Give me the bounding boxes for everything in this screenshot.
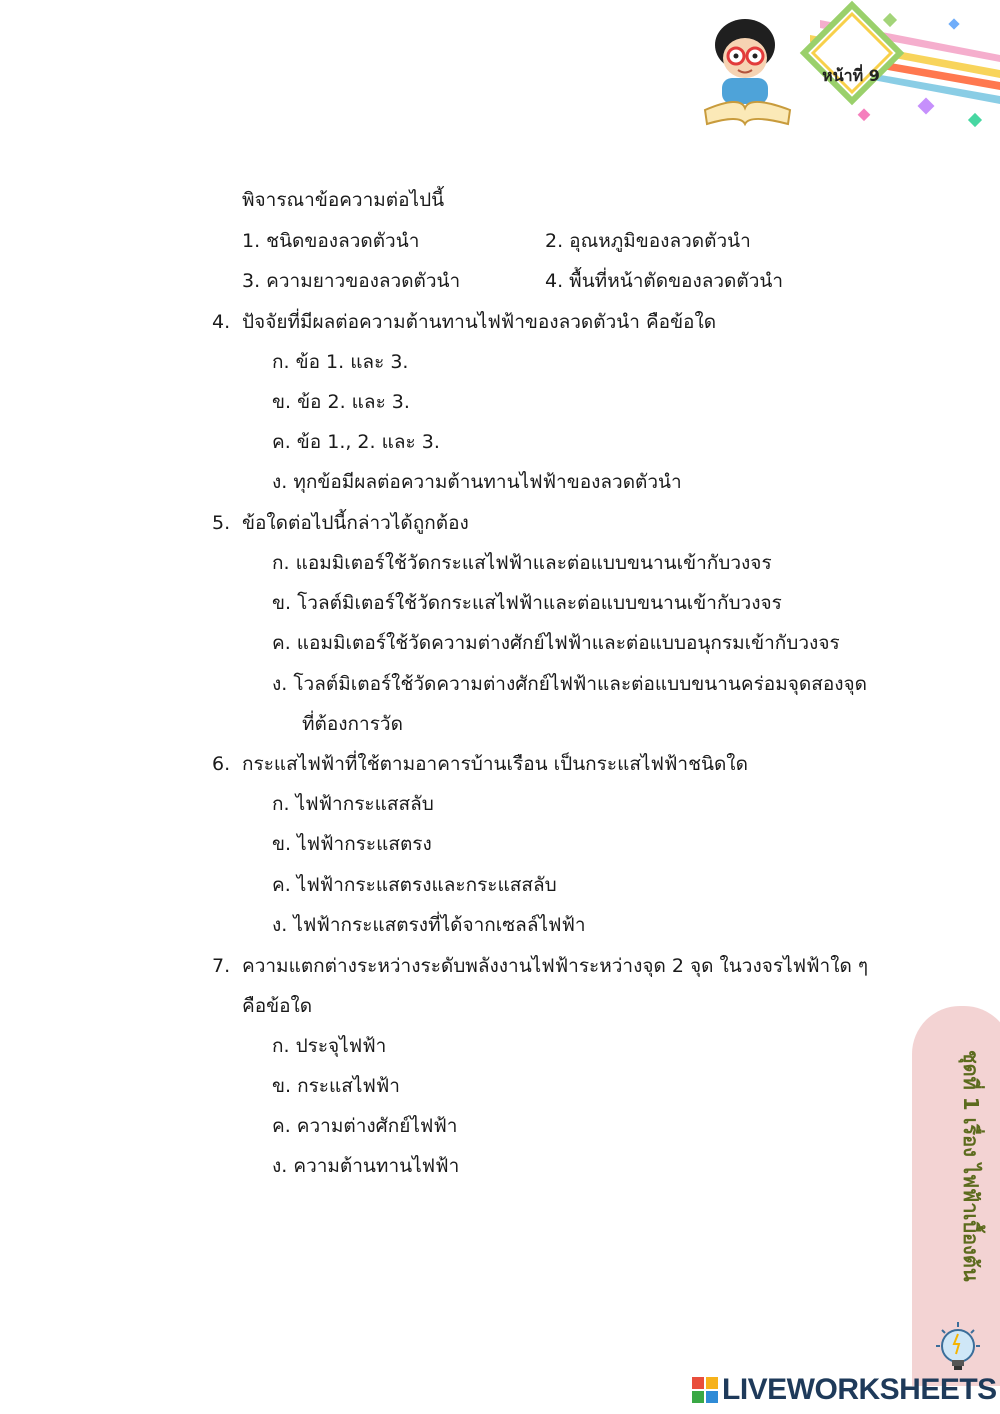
question-7-text-continuation: คือข้อใด: [242, 995, 313, 1017]
question-7-option-b[interactable]: ข. กระแสไฟฟ้า: [272, 1075, 400, 1097]
statement-2: 2. อุณหภูมิของลวดตัวนำ: [545, 230, 751, 252]
question-4-option-c[interactable]: ค. ข้อ 1., 2. และ 3.: [272, 431, 440, 453]
question-6-option-a[interactable]: ก. ไฟฟ้ากระแสสลับ: [272, 793, 434, 815]
question-5-option-d[interactable]: ง. โวลต์มิเตอร์ใช้วัดความต่างศักย์ไฟฟ้าและต่อแบบขนานคร่อมจุดสองจุด: [272, 673, 867, 695]
question-6-number: 6.: [212, 753, 231, 775]
question-4-number: 4.: [212, 311, 231, 333]
question-7-option-a[interactable]: ก. ประจุไฟฟ้า: [272, 1035, 387, 1057]
question-4-text: ปัจจัยที่มีผลต่อความต้านทานไฟฟ้าของลวดตัวนำ คือข้อใด: [242, 311, 717, 333]
question-7-text: ความแตกต่างระหว่างระดับพลังงานไฟฟ้าระหว่างจุด 2 จุด ในวงจรไฟฟ้าใด ๆ: [242, 955, 869, 977]
page-number-label: หน้าที่ 9: [822, 65, 880, 85]
statement-4: 4. พื้นที่หน้าตัดของลวดตัวนำ: [545, 270, 784, 292]
question-7-option-d[interactable]: ง. ความต้านทานไฟฟ้า: [272, 1155, 460, 1177]
question-7-number: 7.: [212, 955, 231, 977]
side-tab-title: ชุดที่ 1 เรื่อง ไฟฟ้าเบื้องต้น: [959, 1050, 983, 1282]
question-6-option-b[interactable]: ข. ไฟฟ้ากระแสตรง: [272, 833, 432, 855]
question-7-option-c[interactable]: ค. ความต่างศักย์ไฟฟ้า: [272, 1115, 458, 1137]
question-5-option-b[interactable]: ข. โวลต์มิเตอร์ใช้วัดกระแสไฟฟ้าและต่อแบบขนานเข้ากับวงจร: [272, 592, 782, 614]
question-4-option-b[interactable]: ข. ข้อ 2. และ 3.: [272, 391, 410, 413]
question-4-option-a[interactable]: ก. ข้อ 1. และ 3.: [272, 351, 409, 373]
question-6-option-d[interactable]: ง. ไฟฟ้ากระแสตรงที่ได้จากเซลล์ไฟฟ้า: [272, 914, 586, 936]
statement-1: 1. ชนิดของลวดตัวนำ: [242, 230, 420, 252]
statement-3: 3. ความยาวของลวดตัวนำ: [242, 270, 461, 292]
question-6-text: กระแสไฟฟ้าที่ใช้ตามอาคารบ้านเรือน เป็นกระแสไฟฟ้าชนิดใด: [242, 753, 748, 775]
question-5-option-a[interactable]: ก. แอมมิเตอร์ใช้วัดกระแสไฟฟ้าและต่อแบบขนานเข้ากับวงจร: [272, 552, 772, 574]
question-5-option-c[interactable]: ค. แอมมิเตอร์ใช้วัดความต่างศักย์ไฟฟ้าและต่อแบบอนุกรมเข้ากับวงจร: [272, 632, 840, 654]
question-5-text: ข้อใดต่อไปนี้กล่าวได้ถูกต้อง: [242, 512, 469, 534]
liveworksheets-logo[interactable]: [692, 1372, 997, 1408]
question-5-option-d-continuation: ที่ต้องการวัด: [302, 713, 403, 735]
liveworksheets-logo-icon: [692, 1377, 718, 1403]
question-5-number: 5.: [212, 512, 231, 534]
intro-prompt: พิจารณาข้อความต่อไปนี้: [242, 189, 445, 211]
liveworksheets-logo-text: LIVEWORKSHEETS: [722, 1373, 997, 1406]
lightbulb-icon: [930, 1320, 986, 1376]
question-6-option-c[interactable]: ค. ไฟฟ้ากระแสตรงและกระแสสลับ: [272, 874, 557, 896]
question-4-option-d[interactable]: ง. ทุกข้อมีผลต่อความต้านทานไฟฟ้าของลวดตัวนำ: [272, 471, 682, 493]
